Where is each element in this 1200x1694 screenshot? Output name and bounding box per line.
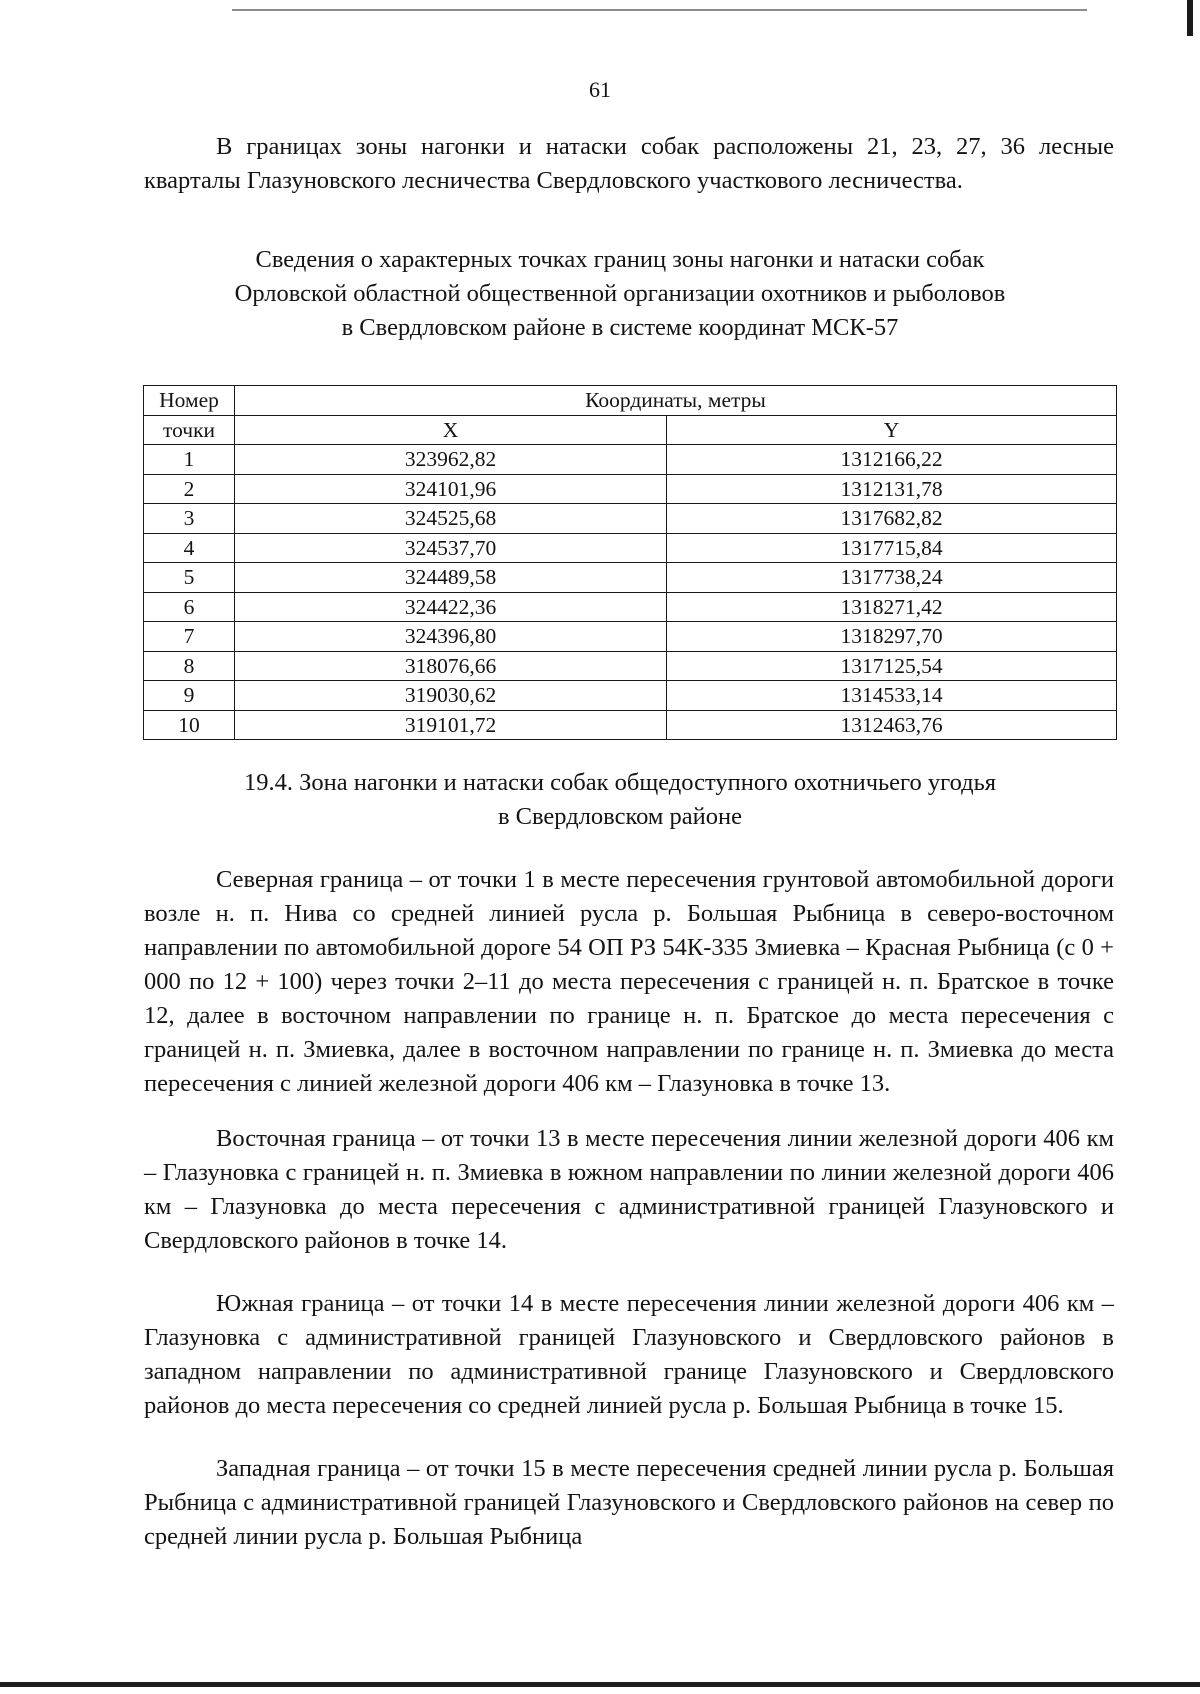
x-value: 324101,96 xyxy=(235,474,667,504)
point-number: 1 xyxy=(144,445,235,475)
point-number: 3 xyxy=(144,504,235,534)
x-value: 324396,80 xyxy=(235,622,667,652)
y-value: 1312131,78 xyxy=(667,474,1117,504)
x-value: 324525,68 xyxy=(235,504,667,534)
north-border-paragraph: Северная граница – от точки 1 в месте пересечения грунтовой автомобильной дороги возле н. п. Нива со средней линией русла р. Большая Рыбница в северо-восточном направлении по автомобильной дороге 54 ОП РЗ 54К-335 Змиевка – Красная Рыбница (с 0 + 000 по 12 + 100) через точки 2–11 до места пересечения с границей н. п. Братское в точке 12, далее в восточном направлении по границе н. п. Братское до места пересечения с границей н. п. Змиевка, далее в восточном направлении по границе н. п. Змиевка до места пересечения с линией железной дороги 406 км – Глазуновка в точке 13. xyxy=(144,866,1114,1097)
y-value: 1317682,82 xyxy=(667,504,1117,534)
header-y: Y xyxy=(667,415,1117,445)
y-value: 1318271,42 xyxy=(667,592,1117,622)
x-value: 324537,70 xyxy=(235,533,667,563)
y-value: 1317125,54 xyxy=(667,651,1117,681)
y-value: 1317715,84 xyxy=(667,533,1117,563)
table-row xyxy=(144,563,1117,593)
section-title-line-1: 19.4. Зона нагонки и натаски собак общедоступного охотничьего угодья xyxy=(243,769,997,796)
point-number: 2 xyxy=(144,474,235,504)
header-point-number-line-1: Номер xyxy=(144,386,235,416)
y-value: 1317738,24 xyxy=(667,563,1117,593)
scan-top-edge-line xyxy=(232,9,1087,11)
table-row xyxy=(144,651,1117,681)
point-number: 8 xyxy=(144,651,235,681)
point-number: 6 xyxy=(144,592,235,622)
section-title-line-2: в Свердловском районе xyxy=(497,803,743,830)
scan-bottom-edge-line xyxy=(0,1682,1200,1687)
x-value: 324422,36 xyxy=(235,592,667,622)
intro-paragraph: В границах зоны нагонки и натаски собак расположены 21, 23, 27, 36 лесные кварталы Глазуновского лесничества Свердловского участкового лесничества. xyxy=(144,133,1114,194)
table-row xyxy=(144,710,1117,740)
page-number: 61 xyxy=(589,77,611,102)
x-value: 324489,58 xyxy=(235,563,667,593)
y-value: 1318297,70 xyxy=(667,622,1117,652)
table-row xyxy=(144,533,1117,563)
coordinates-table xyxy=(143,385,1117,740)
west-border-paragraph: Западная граница – от точки 15 в месте пересечения средней линии русла р. Большая Рыбница с административной границей Глазуновского и Свердловского районов на север по средней линии русла р. Большая Рыбница xyxy=(144,1455,1114,1550)
y-value: 1312166,22 xyxy=(667,445,1117,475)
y-value: 1312463,76 xyxy=(667,710,1117,740)
point-number: 4 xyxy=(144,533,235,563)
table-caption-line-2: Орловской областной общественной организации охотников и рыболовов xyxy=(234,280,1006,307)
scan-right-edge-mark xyxy=(1187,0,1193,36)
point-number: 9 xyxy=(144,681,235,711)
table-row xyxy=(144,592,1117,622)
table-header-row xyxy=(144,386,1117,416)
x-value: 318076,66 xyxy=(235,651,667,681)
point-number: 5 xyxy=(144,563,235,593)
table-row xyxy=(144,504,1117,534)
y-value: 1314533,14 xyxy=(667,681,1117,711)
header-coordinates: Координаты, метры xyxy=(235,386,1117,416)
x-value: 323962,82 xyxy=(235,445,667,475)
table-row xyxy=(144,681,1117,711)
table-row xyxy=(144,445,1117,475)
header-point-number-line-2: точки xyxy=(144,415,235,445)
table-row xyxy=(144,474,1117,504)
south-border-paragraph: Южная граница – от точки 14 в месте пересечения линии железной дороги 406 км – Глазуновка с административной границей Глазуновского и Свердловского районов в западном направлении по административной границе Глазуновского и Свердловского районов до места пересечения со средней линией русла р. Большая Рыбница в точке 15. xyxy=(144,1290,1114,1419)
table-subheader-row xyxy=(144,415,1117,445)
east-border-paragraph: Восточная граница – от точки 13 в месте пересечения линии железной дороги 406 км – Глазуновка с границей н. п. Змиевка в южном направлении по линии железной дороги 406 км – Глазуновка до места пересечения с административной границей Глазуновского и Свердловского районов в точке 14. xyxy=(144,1125,1114,1254)
table-caption xyxy=(120,243,1120,345)
section-title xyxy=(120,766,1120,834)
x-value: 319030,62 xyxy=(235,681,667,711)
table-row xyxy=(144,622,1117,652)
point-number: 10 xyxy=(144,710,235,740)
point-number: 7 xyxy=(144,622,235,652)
header-x: X xyxy=(235,415,667,445)
table-caption-line-1: Сведения о характерных точках границ зоны нагонки и натаски собак xyxy=(255,246,985,273)
table-caption-line-3: в Свердловском районе в системе координат МСК-57 xyxy=(341,314,899,341)
x-value: 319101,72 xyxy=(235,710,667,740)
